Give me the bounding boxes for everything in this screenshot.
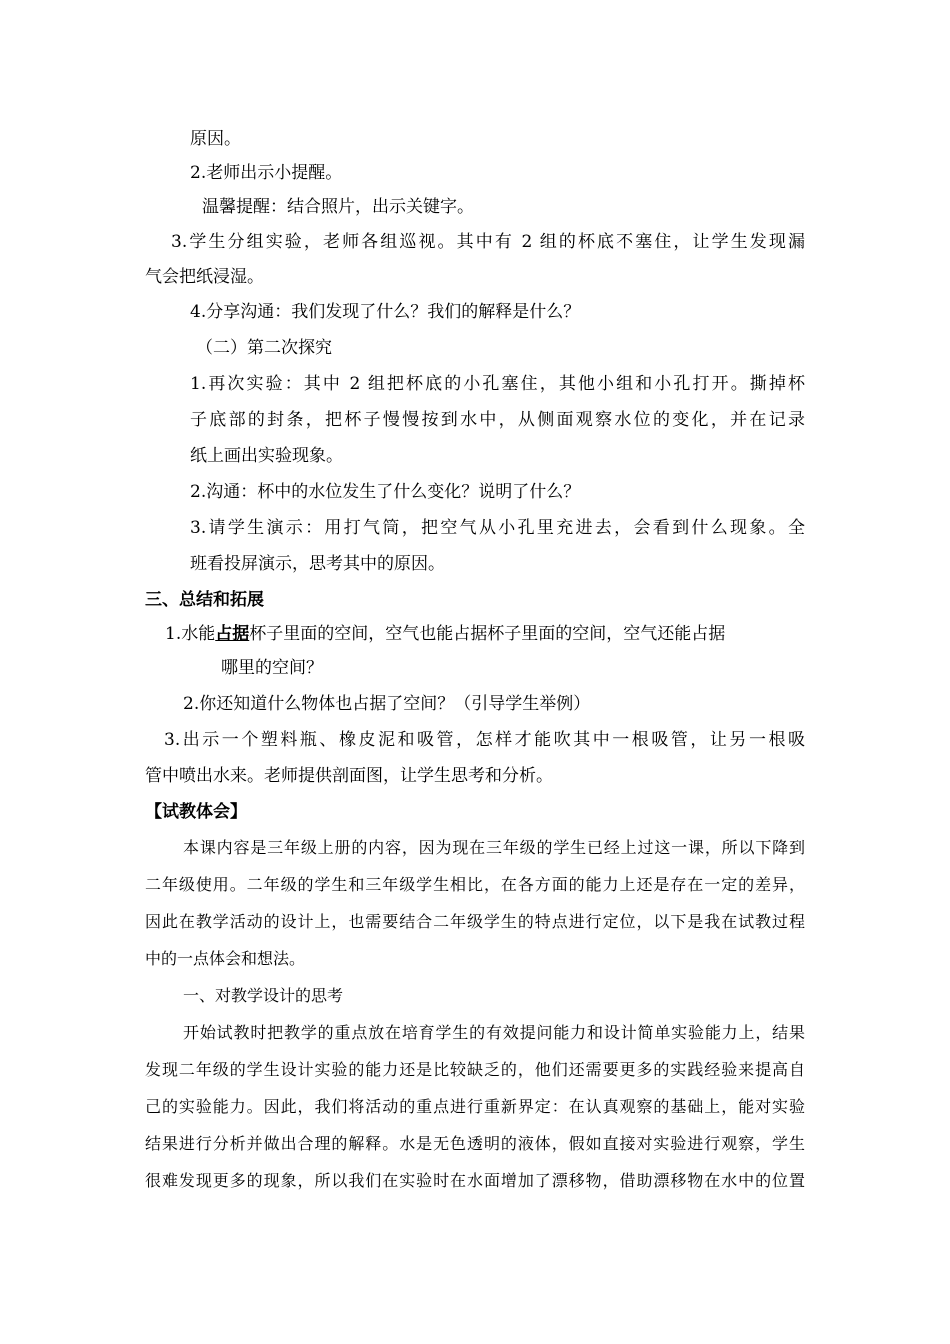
section-heading: 三、总结和拓展 bbox=[145, 590, 264, 610]
text-line: 本课内容是三年级上册的内容，因为现在三年级的学生已经上过这一课，所以下降到 bbox=[183, 838, 805, 857]
text-line: 班看投屏演示，思考其中的原因。 bbox=[190, 554, 445, 574]
section-heading: （二）第二次探究 bbox=[196, 338, 332, 358]
section-heading: 【试教体会】 bbox=[145, 802, 247, 822]
text-line: 己的实验能力。因此，我们将活动的重点进行重新界定：在认真观察的基础上，能对实验 bbox=[145, 1097, 805, 1116]
text-run: 杯子里面的空间，空气也能占据杯子里面的空间，空气还能占据 bbox=[249, 624, 726, 644]
text-line: 哪里的空间？ bbox=[221, 658, 323, 678]
text-line: 1.再次实验：其中 2 组把杯底的小孔塞住，其他小组和小孔打开。撕掉杯 bbox=[190, 374, 805, 394]
text-line: 3.出示一个塑料瓶、橡皮泥和吸管，怎样才能吹其中一根吸管，让另一根吸 bbox=[164, 730, 805, 750]
text-line: 子底部的封条，把杯子慢慢按到水中，从侧面观察水位的变化，并在记录 bbox=[190, 410, 805, 430]
text-line: 开始试教时把教学的重点放在培育学生的有效提问能力和设计简单实验能力上，结果 bbox=[183, 1023, 805, 1042]
text-line: 发现二年级的学生设计实验的能力还是比较缺乏的，他们还需要更多的实践经验来提高自 bbox=[145, 1060, 805, 1079]
text-line: 气会把纸浸湿。 bbox=[145, 267, 264, 287]
text-line: 结果进行分析并做出合理的解释。水是无色透明的液体，假如直接对实验进行观察，学生 bbox=[145, 1134, 805, 1153]
text-line bbox=[165, 622, 725, 646]
text-line: 纸上画出实验现象。 bbox=[190, 446, 343, 466]
text-line: 中的一点体会和想法。 bbox=[145, 949, 306, 968]
text-line: 2.你还知道什么物体也占据了空间？（引导学生举例） bbox=[183, 694, 591, 714]
text-line: 二年级使用。二年级的学生和三年级学生相比，在各方面的能力上还是存在一定的差异， bbox=[145, 875, 805, 894]
text-line: 原因。 bbox=[190, 129, 241, 149]
text-line: 2.沟通：杯中的水位发生了什么变化？说明了什么？ bbox=[190, 482, 581, 502]
text-line: 4.分享沟通：我们发现了什么？我们的解释是什么？ bbox=[190, 302, 581, 322]
text-run: 1.水能 bbox=[165, 624, 216, 644]
section-heading: 一、对教学设计的思考 bbox=[183, 986, 344, 1005]
text-line: 3.请学生演示：用打气筒，把空气从小孔里充进去，会看到什么现象。全 bbox=[190, 518, 805, 538]
text-line: 因此在教学活动的设计上，也需要结合二年级学生的特点进行定位，以下是我在试教过程 bbox=[145, 912, 805, 931]
text-line: 3.学生分组实验，老师各组巡视。其中有 2 组的杯底不塞住，让学生发现漏 bbox=[171, 232, 805, 252]
text-line: 2.老师出示小提醒。 bbox=[190, 163, 343, 183]
text-line: 很难发现更多的现象，所以我们在实验时在水面增加了漂移物，借助漂移物在水中的位置 bbox=[145, 1171, 805, 1190]
text-line: 管中喷出水来。老师提供剖面图，让学生思考和分析。 bbox=[145, 766, 553, 786]
text-line: 温馨提醒：结合照片，出示关键字。 bbox=[202, 197, 474, 217]
underlined-term: 占据 bbox=[215, 624, 250, 644]
